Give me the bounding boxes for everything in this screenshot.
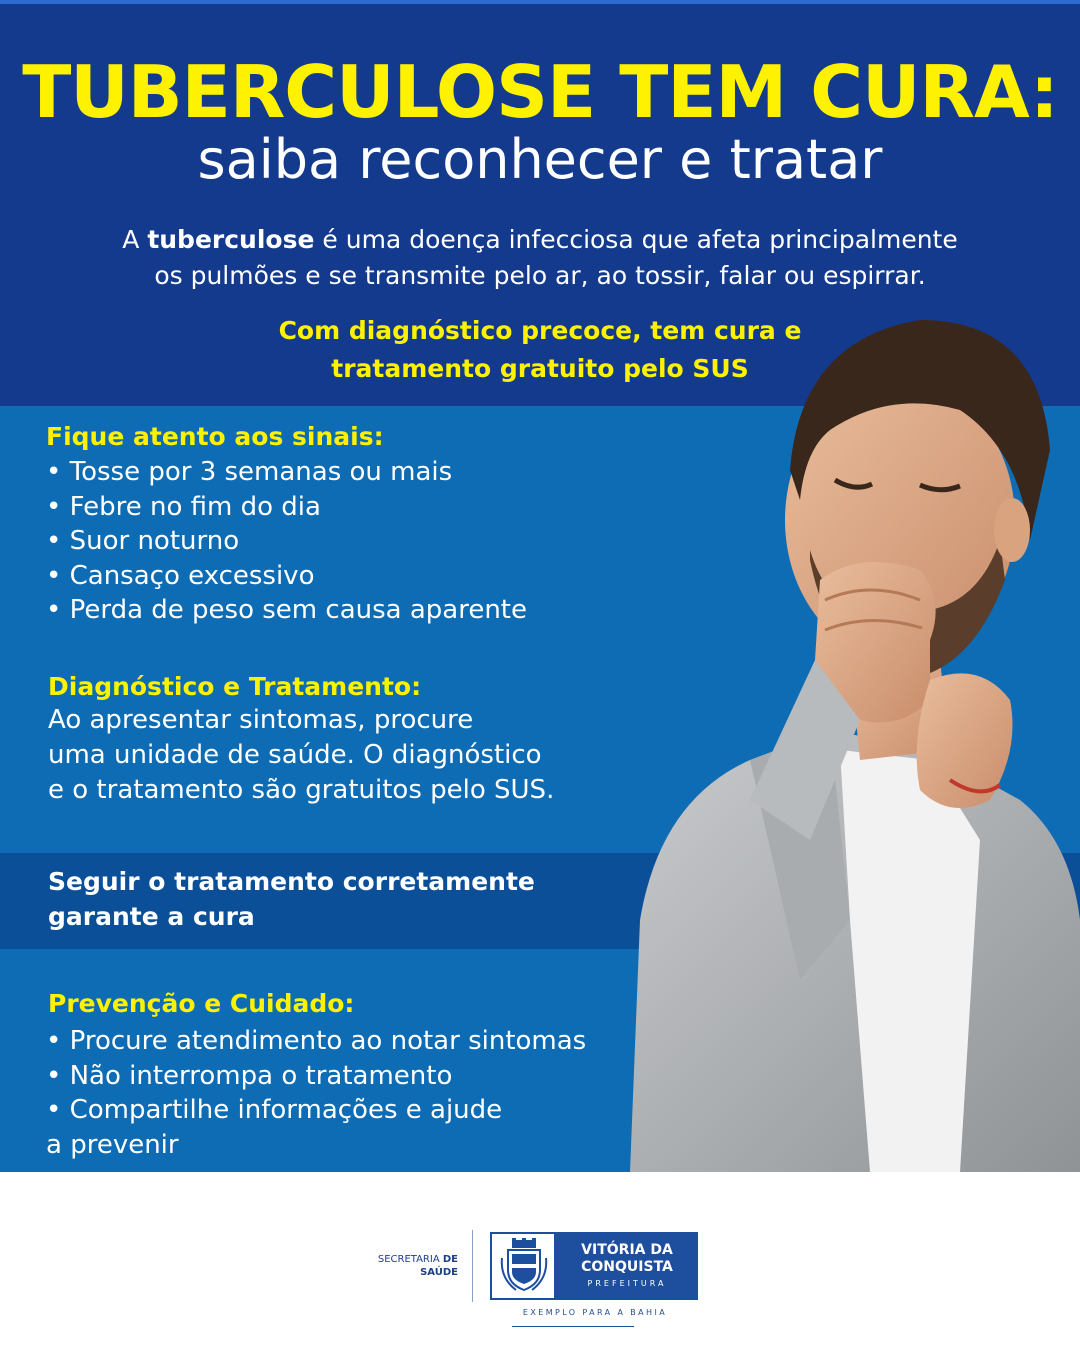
- list-item: • Suor noturno: [46, 526, 240, 557]
- diagnosis-text: [48, 703, 628, 808]
- band-line-2: garante a cura: [48, 902, 255, 931]
- secretaria-line-2: SAÚDE: [420, 1267, 458, 1278]
- diagnosis-line-2: uma unidade de saúde. O diagnóstico: [48, 740, 542, 770]
- cta-line-1: Com diagnóstico precoce, tem cura e: [278, 316, 802, 345]
- prevention-heading: Prevenção e Cuidado:: [48, 989, 355, 1018]
- list-item: • Procure atendimento ao notar sintomas: [46, 1026, 587, 1056]
- list-item: • Febre no fim do dia: [46, 491, 321, 522]
- poster-title: TUBERCULOSE TEM CURA:: [22, 50, 1058, 134]
- intro-prefix: A: [122, 225, 140, 254]
- list-item: • Cansaço excessivo: [46, 560, 315, 591]
- cta-text: [180, 312, 900, 388]
- list-item: • Perda de peso sem causa aparente: [46, 595, 527, 626]
- intro-text: [40, 222, 1040, 294]
- prevention-list: [46, 1024, 586, 1162]
- cta-line-2: tratamento gratuito pelo SUS: [331, 354, 749, 383]
- list-item: • Compartilhe informações e ajude: [46, 1095, 503, 1126]
- diagnosis-line-3: e o tratamento são gratuitos pelo SUS.: [48, 775, 555, 805]
- city-coat-of-arms-icon: [500, 1238, 548, 1294]
- slogan: EXEMPLO PARA A BAHIA: [522, 1308, 668, 1317]
- footer-divider: [472, 1230, 473, 1302]
- list-item: a prevenir: [46, 1129, 179, 1160]
- slogan-underline: [512, 1326, 634, 1327]
- list-item: • Não interrompa o tratamento: [46, 1060, 453, 1091]
- secretaria-bold-word: DE: [442, 1254, 458, 1265]
- logo-subtitle: PREFEITURA: [587, 1279, 667, 1288]
- band-text: [48, 864, 608, 934]
- poster-subtitle: saiba reconhecer e tratar: [197, 128, 883, 191]
- intro-rest: é uma doença infecciosa que afeta principalmente: [322, 225, 958, 254]
- logo-title: [562, 1242, 692, 1276]
- secretaria-label: [352, 1253, 458, 1279]
- top-accent-line: [0, 0, 1080, 4]
- list-item: • Tosse por 3 semanas ou mais: [46, 457, 453, 487]
- intro-bold-word: tuberculose: [147, 225, 315, 254]
- signs-list: [46, 455, 527, 628]
- secretaria-line-1: SECRETARIA DE: [377, 1254, 458, 1265]
- prefeitura-logo: [490, 1232, 698, 1300]
- diagnosis-heading: Diagnóstico e Tratamento:: [48, 672, 422, 701]
- man-coughing-illustration: [600, 280, 1080, 1172]
- intro-line-2: os pulmões e se transmite pelo ar, ao tossir, falar ou espirrar.: [154, 261, 926, 290]
- logo-line-2: CONQUISTA: [581, 1259, 673, 1275]
- intro-line-1: [40, 222, 1040, 258]
- signs-heading: Fique atento aos sinais:: [46, 422, 384, 451]
- diagnosis-line-1: Ao apresentar sintomas, procure: [48, 705, 474, 735]
- logo-line-1: VITÓRIA DA: [581, 1242, 673, 1258]
- band-line-1: Seguir o tratamento corretamente: [48, 867, 535, 896]
